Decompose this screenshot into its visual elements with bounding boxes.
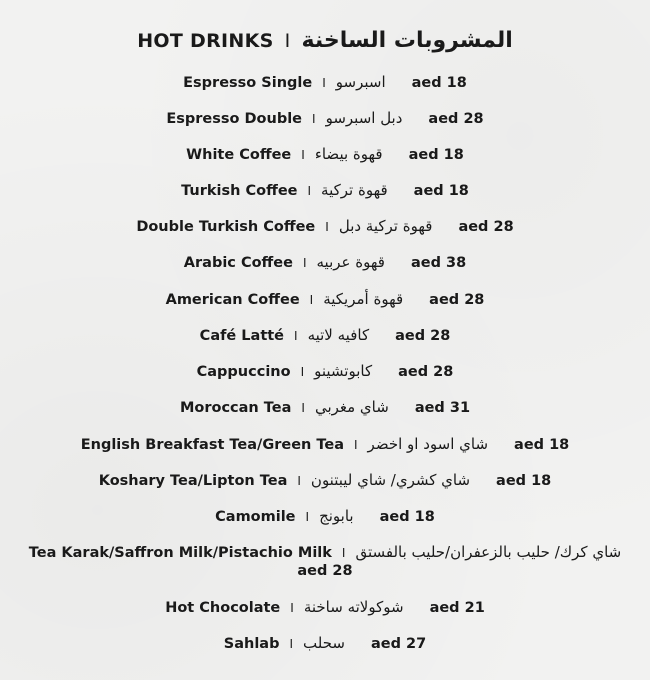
item-name-ar: سحلب [303,634,345,652]
item-separator: I [305,510,310,524]
item-price: aed 28 [429,292,485,308]
item-name-en: English Breakfast Tea/Green Tea [80,437,344,453]
item-price: aed 18 [496,473,552,489]
item-price: aed 28 [458,219,514,235]
menu-item-sahlab [0,633,650,654]
item-price: aed 28 [395,328,451,344]
item-name-ar: شاي اسود او اخضر [367,435,489,453]
item-separator: I [325,220,329,234]
item-name-ar: دبل اسبرسو [325,109,403,127]
menu-item-koshary-lipton-tea [0,470,650,491]
item-price: aed 18 [408,147,464,163]
menu-item-hot-chocolate [0,597,650,618]
title-arabic: المشروبات الساخنة [301,28,513,53]
menu-item-american-coffee [0,289,650,310]
title-english: HOT DRINKS [137,30,274,52]
menu-item-english-breakfast-green-tea [0,434,650,455]
item-separator: I [290,601,294,615]
item-separator: I [341,546,346,560]
item-name-ar: اسبرسو [335,73,386,91]
item-price: aed 18 [514,437,570,453]
item-separator: I [297,474,301,488]
menu-item-karak-saffron-pistachio [0,542,650,563]
item-name-en: Espresso Single [183,75,313,91]
item-separator: I [294,329,298,343]
item-separator: I [354,438,358,452]
item-name-en: American Coffee [165,292,300,308]
menu-item-cafe-latte [0,325,650,346]
item-name-en: Koshary Tea/Lipton Tea [98,473,288,489]
item-name-en: Cappuccino [196,364,291,380]
item-price: aed 18 [379,509,435,525]
item-name-ar: قهوة تركية [321,181,388,199]
item-name-ar: شاي كشري/ شاي ليبتنون [310,471,471,489]
item-separator: I [300,365,305,379]
item-name-en: Turkish Coffee [181,183,298,199]
menu-item-espresso-double [0,108,650,129]
item-price: aed 31 [414,400,471,416]
menu-item-white-coffee [0,144,650,165]
item-separator: I [289,637,294,651]
item-price: aed 21 [429,600,485,616]
menu-item-double-turkish-coffee [0,216,650,237]
item-price: aed 27 [370,636,427,652]
item-price: aed 28 [428,111,484,127]
item-name-en: Sahlab [223,636,280,652]
menu-item-moroccan-tea [0,397,650,418]
item-separator: I [301,148,305,162]
item-name-en: White Coffee [186,147,292,163]
item-name-en: Moroccan Tea [179,400,292,416]
item-name-ar: قهوة بيضاء [314,145,383,163]
item-name-en: Tea Karak/Saffron Milk/Pistachio Milk [28,545,332,561]
item-price: aed 18 [413,183,469,199]
item-separator: I [307,184,312,198]
item-name-ar: كابوتشينو [314,362,373,380]
item-name-ar: شاي مغربي [314,398,389,416]
item-name-ar: شوكولاته ساخنة [303,598,404,616]
menu-item-camomile [0,506,650,527]
item-name-ar: شاي كرك/ حليب بالزعفران/حليب بالفستق [355,543,622,561]
item-name-ar: قهوة عربيه [316,253,385,271]
item-price-wrapped: aed 28 [297,563,353,579]
item-name-ar: قهوة أمريكية [323,290,404,308]
title-separator: I [284,30,291,52]
item-name-en: Espresso Double [166,111,303,127]
menu-item-arabic-coffee [0,252,650,273]
item-name-en: Camomile [215,509,296,525]
item-separator: I [301,401,305,415]
item-price: aed 28 [398,364,454,380]
item-separator: I [302,256,307,270]
item-name-en: Café Latté [199,328,285,344]
menu-item-espresso-single [0,72,650,93]
item-name-en: Hot Chocolate [165,600,281,616]
item-separator: I [322,76,326,90]
menu-item-turkish-coffee [0,180,650,201]
menu-item-cappuccino [0,361,650,382]
menu-title [0,28,650,53]
item-separator: I [312,112,316,126]
item-name-en: Double Turkish Coffee [136,219,316,235]
item-price: aed 38 [410,255,467,271]
item-separator: I [309,293,314,307]
item-price: aed 18 [411,75,467,91]
item-name-en: Arabic Coffee [183,255,293,271]
item-name-ar: بابونج [319,507,354,525]
item-name-ar: قهوة تركية دبل [338,217,433,235]
item-name-ar: كافيه لاتيه [307,326,370,344]
